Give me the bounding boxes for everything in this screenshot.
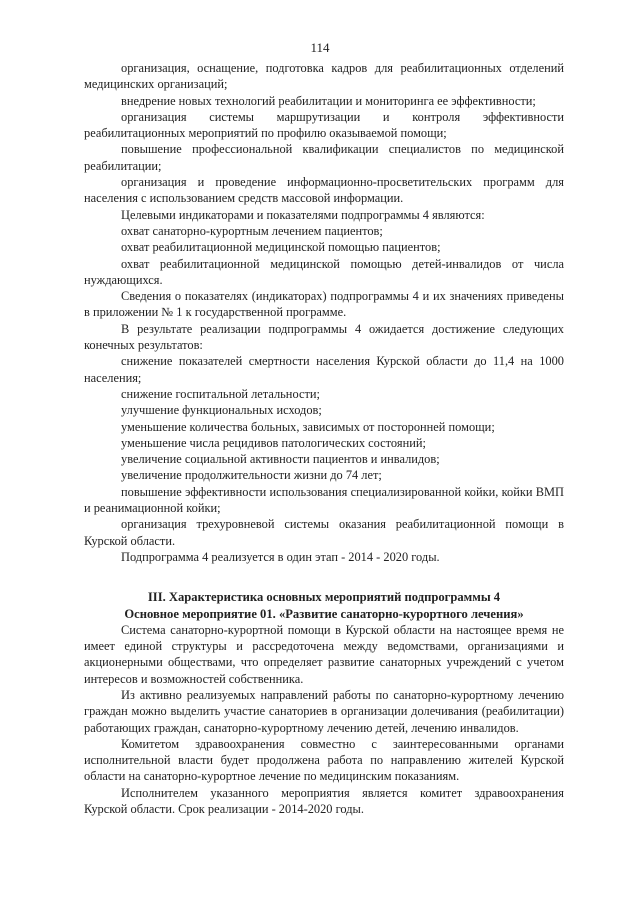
paragraph: Система санаторно-курортной помощи в Курской области на настоящее время не имеет единой структуры и рассредоточена между ведомствами, организациями и акционерными обществами, что определяет развитие санаторных учреждений с учетом интересов и возможностей собственника. [84,622,564,686]
paragraph: организация и проведение информационно-просветительских программ для населения с использованием средств массовой информации. [84,175,564,206]
paragraph: Подпрограмма 4 реализуется в один этап - 2014 - 2020 годы. [121,549,440,564]
paragraph: увеличение продолжительности жизни до 74 лет; [121,468,382,483]
paragraph: Целевыми индикаторами и показателями подпрограммы 4 являются: [121,207,485,222]
paragraph: организация, оснащение, подготовка кадров для реабилитационных отделений медицинских организаций; [84,61,564,92]
paragraph: уменьшение количества больных, зависимых от посторонней помощи; [121,419,495,434]
paragraph: внедрение новых технологий реабилитации и мониторинга ее эффективности; [121,93,536,108]
paragraphs-bottom [84,622,564,818]
paragraph: организация системы маршрутизации и контроля эффективности реабилитационных мероприятий по профилю оказываемой помощи; [84,109,564,141]
paragraph: снижение госпитальной летальности; [121,386,320,401]
paragraph: Комитетом здравоохранения совместно с заинтересованными органами исполнительной власти будет продолжена работа по направлению жителей Курской области на санаторно-курортное лечение по медицинским показаниям. [84,736,564,784]
paragraph: охват реабилитационной медицинской помощью детей-инвалидов от числа нуждающихся. [84,256,564,287]
paragraph: охват реабилитационной медицинской помощью пациентов; [121,240,441,255]
section-title: III. Характеристика основных мероприятий подпрограммы 4 [147,590,501,605]
page-number: 114 [310,40,330,55]
paragraph: повышение профессиональной квалификации специалистов по медицинской реабилитации; [84,142,564,173]
paragraph: Сведения о показателях (индикаторах) подпрограммы 4 и их значениях приведены в приложении № 1 к государственной программе. [84,289,564,320]
paragraph: Исполнителем указанного мероприятия является комитет здравоохранения Курской области. Срок реализации - 2014-2020 годы. [84,785,564,817]
document-body [84,60,564,817]
paragraph: улучшение функциональных исходов; [121,403,322,418]
paragraph: организация трехуровневой системы оказания реабилитационной помощи в Курской области. [84,517,564,548]
paragraph: увеличение социальной активности пациентов и инвалидов; [121,452,440,467]
paragraph: Из активно реализуемых направлений работы по санаторно-курортному лечению граждан можно выделить участие санаториев в организации долечивания (реабилитации) работающих граждан, санаторно-курортному лечению детей, лечению инвалидов. [84,687,564,735]
paragraph: уменьшение числа рецидивов патологических состояний; [121,435,426,450]
paragraph: охват санаторно-курортным лечением пациентов; [121,223,383,238]
paragraph: В результате реализации подпрограммы 4 ожидается достижение следующих конечных результатов: [84,321,564,353]
measure-title: Основное мероприятие 01. «Развитие санаторно-курортного лечения» [124,606,524,621]
paragraphs-top [84,60,564,565]
paragraph: снижение показателей смертности населения Курской области до 11,4 на 1000 населения; [84,354,564,385]
paragraph: повышение эффективности использования специализированной койки, койки ВМП и реанимационной койки; [84,484,564,516]
